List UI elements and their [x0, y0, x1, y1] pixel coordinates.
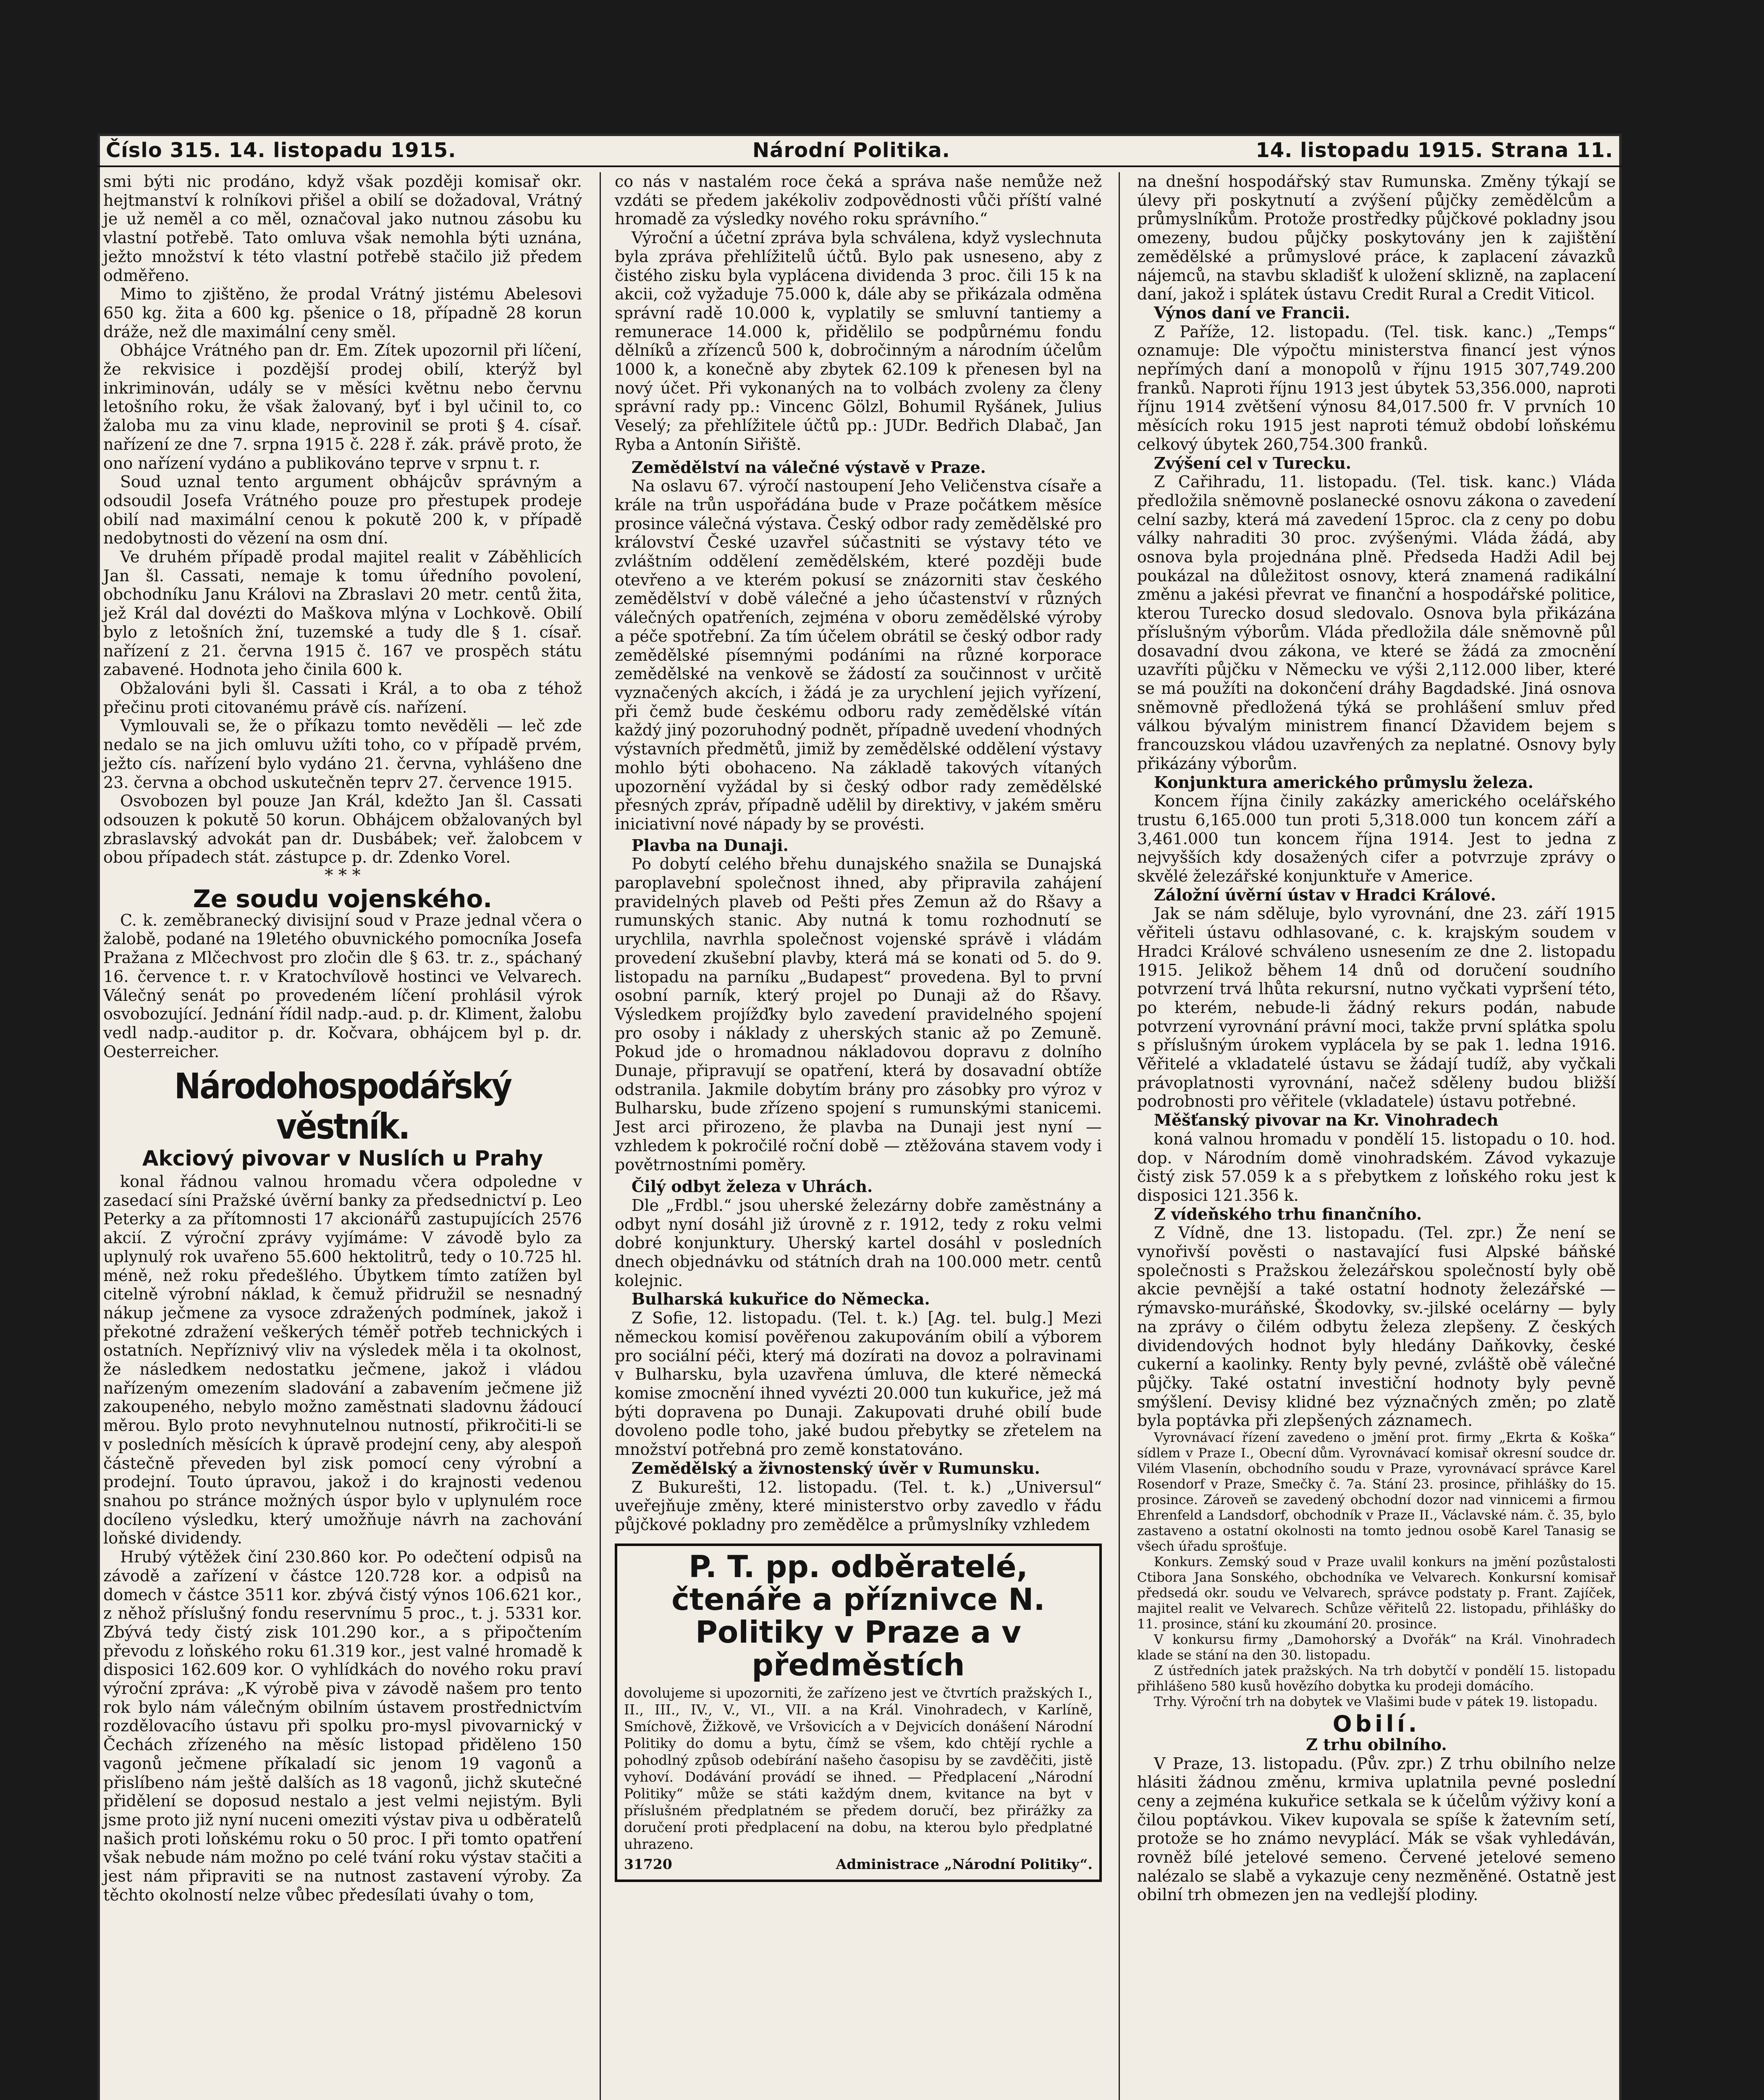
- subheading-konjunktura: Konjunktura amerického průmyslu železa.: [1154, 772, 1533, 792]
- headline-akciovy-pivovar: Akciový pivovar v Nuslích u Prahy: [142, 1146, 543, 1171]
- notice-paragraph: V konkursu firmy „Damohorský a Dvořák“ na Král. Vinohradech klade se stání na den 30. listopadu.: [1137, 1632, 1616, 1663]
- paragraph: Hrubý výtěžek činí 230.860 kor. Po odečtení odpisů na závodě a zařízení v částce 120.728 kor. a odpisů na domech v částce 3511 kor. zbývá čistý výnos 106.621 kor., z něhož příslušný fondu reservnímu 5 proc., t. j. 5331 kor. Zbývá tedy čistý zisk 101.290 kor., a s připočtením převodu z loňského roku 61.319 kor., jest valné hromadě k disposici 162.609 kor. O vyhlídkách do nového roku praví výroční zpráva: „K výrobě piva v závodě našem pro tento rok bylo nám válečným obilním ústavem prostřednictvím rozdělovacího ústavu při spolku pro-mysl pivovarnický v Čechách zřízeného na měsíc listopad přiděleno 150 vagonů ječmene příkaladí sic jenom 19 vagonů a přislíbeno nám ještě dalších as 18 vagonů, jichž skutečné přidělení se doposud nestalo a jest velmi nejistým. Byli jsme proto již nyní nuceni omeziti výstav piva u odběratelů našich proti loňskému roku o 50 proc. I při tomto opatření však nebude nám možno po celé tvání roku výstav stačiti a jest nám připraviti se na nutnost zastavení výroby. Za těchto okolností nelze vůbec předesílati úvahy o tom,: [103, 1548, 582, 1904]
- paragraph: Osvobozen byl pouze Jan Král, kdežto Jan šl. Cassati odsouzen k pokutě 50 korun. Obhájcem obžalovaných byl zbraslavský advokát pan dr. Dusbábek; veř. žalobcem v obou případech stát. zástupce p. dr. Zdenko Vorel.: [103, 792, 582, 867]
- advertisement-footer: [624, 1855, 1093, 1874]
- advertisement-box: [615, 1544, 1102, 1882]
- paragraph: Obžalováni byli šl. Cassati i Král, a to oba z téhož přečinu proti citovanému právě cís. nařízení.: [103, 679, 582, 717]
- subheading-plavba: Plavba na Dunaji.: [632, 835, 789, 855]
- notice-paragraph: Z ústředních jatek pražských. Na trh dobytčí v pondělí 15. listopadu přihlášeno 580 kusů hovězího dobytka ku prodeji domácího.: [1137, 1663, 1616, 1694]
- paragraph: smi býti nic prodáno, když však později komisař okr. hejtmanství k rolníkovi přišel a obilí se dožadoval, Vrátný je už neměl a co měl, označoval jako nutnou zásobu ku vlastní potřebě. Tato omluva však nemohla býti uznána, ježto množství k této vlastní potřebě stačilo již předem odměřeno.: [103, 172, 582, 285]
- subheading-zelezo: Čilý odbyt železa v Uhrách.: [632, 1177, 873, 1196]
- paragraph: Z Vídně, dne 13. listopadu. (Tel. zpr.) Že není se vynořivší pověsti o nastavající fusi Alpské báňské společnosti s Pražskou železářskou společností byly obě akcie pevnější a také ostatní hodnoty železářské — rýmavsko-muráňské, Škodovky, sv.-jilské ocelárny — byly na zprávy o čilém odbytu železa zlepšeny. Z českých dividendových hodnot byly hledány Daňkovky, české cukerní a kaolinky. Renty byly pevné, zvláště obě válečné půjčky. Také ostatní investiční hodnoty byly pevně smýšlení. Devisy klidné bez význačných změn; po zlatě byla poptávka při zlepšených záznamech.: [1137, 1223, 1616, 1430]
- subheading-mestansky-pivovar: Měšťanský pivovar na Kr. Vinohradech: [1154, 1110, 1499, 1130]
- advertisement-body: dovolujeme si upozorniti, že zařízeno jest ve čtvrtích pražských I., II., III., IV., V., VI., VII. a na Král. Vinohradech, v Karlíně, Smíchově, Žižkově, ve Vršovicích a v Dejvicích donášení Národní Politiky do domu a bytu, čímž se všem, kdo chtějí rychle a pohodlný způsob odebírání našeho časopisu by se zavděčiti, jistě vyhoví. Dodávání provádí se ihned. — Předplacení „Národní Politiky“ může se státi každým dnem, kvitance na byt v příslušném předplatném se předem doručí, bez přirážky za doručení proti předplacení na dobu, na kterou bylo předplatné uhrazeno.: [624, 1684, 1093, 1852]
- paragraph: Mimo to zjištěno, že prodal Vrátný jistému Abelesovi 650 kg. žita a 600 kg. pšenice o 18, případně 28 korun dráže, než dle maximální ceny směl.: [103, 285, 582, 341]
- advertisement-code: 31720: [624, 1856, 672, 1872]
- paragraph: konal řádnou valnou hromadu včera odpoledne v zasedací síni Pražské úvěrní banky za předsednictví p. Leo Peterky a za přítomnosti 17 akcionářů zastupujících 2576 akcií. Z výroční zprávy vyjímáme: V závodě bylo za uplynulý rok uvařeno 55.600 hektolitrů, tedy o 10.725 hl. méně, než roku předešlého. Úbytkem tímto zatížen byl citelně výrobní náklad, k čemuž přidružil se nesnadný nákup ječmene za vysoce zdražených podmínek, jakož i překotné zdražení veškerých téměř potřeb technických i ostatních. Nepříznivý vliv na výsledek měla i ta okolnost, že následkem nedostatku ječmene, jakož i vládou nařízeným omezením sladování a zabavením ječmene již zakoupeného, nebylo možno zaměstnati sladovnu žádoucí měrou. Bylo proto nevyhnutelnou nutností, přikročiti-li se v posledních měsících k úpravě prodejní ceny, aby alespoň částečně převeden byl zisk pomocí ceny výrobní a prodejní. Touto úpravou, jakož i do krajnosti vedenou snahou po stránce možných úspor bylo v uplynulém roce docíleno výsledku, který umožňuje návrh na zachování loňské dividendy.: [103, 1172, 582, 1548]
- paragraph: Na oslavu 67. výročí nastoupení Jeho Veličenstva císaře a krále na trůn uspořádána bude v Praze počátkem měsíce prosince válečná výstava. Český odbor rady zemědělské pro království České uzavřel súčastniti se výstavy této ve zvláštním oddělení zemědělském, které později bude otevřeno a ve kterém pokusí se znázorniti stav českého zemědělství v době válečné a jeho účastenství v různých válečných opatřeních, zejména v oboru zemědělské výroby a péče spotřební. Za tím účelem obrátil se český odbor rady zemědělské písemnými podáními na různé korporace zemědělské na venkově se žádostí za součinnost v určitě vyznačených akcích, i žádá je za urychlení jejich vyřízení, při čemž bude českému odboru rady zemědělské vítán každý jiný pozoruhodný podnět, případně uvedení vhodných výstavních předmětů, jimiž by zemědělské oddělení výstavy mohlo býti obohaceno. Na základě takových vítaných upozornění vyžádal by si český odbor rady zemědělské přesných zpráv, případně udělil by direktivy, v jakém směru iniciativní nové nápady by se provésti.: [615, 477, 1102, 833]
- subheading-turecko: Zvýšení cel v Turecku.: [1154, 453, 1351, 472]
- header-issue: Číslo 315. 14. listopadu 1915.: [106, 139, 456, 162]
- paragraph: na dnešní hospodářský stav Rumunska. Změny týkají se úlevy při poskytnutí a zvýšení půjčky zemědělcům a průmyslníkům. Protože prostředky půjčkové pokladny jsou omezeny, budou půjčky poskytovány jen k zajištění zemědělské a průmyslové práce, k zaplacení závazků nájemců, na stavbu skladišť k uložení sklizně, na zaplacení daní, jakož i splátek ústavu Credit Rural a Credit Viticol.: [1137, 172, 1616, 304]
- paragraph: C. k. zeměbranecký divisijní soud v Praze jednal včera o žalobě, podané na 19letého obuvnického pomocníka Josefa Pražana z Mlčechvost pro zločin dle § 63. tr. z., spáchaný 16. července t. r. v Kratochvílově hostinci ve Velvarech. Válečný senát po provedeném líčení prohlásil výrok osvobozující. Jednání řídil nadp.-aud. p. dr. Kliment, žalobu vedl nadp.-auditor p. dr. Kočvara, obhájcem byl p. dr. Oesterreicher.: [103, 911, 582, 1061]
- paragraph: Vymlouvali se, že o příkazu tomto nevěděli — leč zde nedalo se na jich omluvu užíti toho, co v případě prvém, ježto cís. nařízení bylo vydáno 21. června, vyhlášeno dne 23. června a obchod uskutečněn teprv 27. července 1915.: [103, 717, 582, 792]
- section-separator: * * *: [325, 866, 361, 885]
- section-heading-obili: Obilí.: [1332, 1711, 1421, 1738]
- subheading-rumunsko: Zemědělský a živnostenský úvěr v Rumunsku.: [632, 1458, 1040, 1478]
- paragraph: Jak se nám sděluje, bylo vyrovnání, dne 23. září 1915 věřiteli ústavu odhlasované, c. k. krajským soudem v Hradci Králové schváleno usnesením ze dne 2. listopadu 1915. Jelikož během 14 dnů od doručení soudního potvrzení trvá lhůta rekursní, nutno vyčkati vypršení této, po kterém, nebude-li žádný rekurs podán, nabude potvrzení vyrovnání právní moci, takže první splátka spolu s příslušným úrokem vyplácela by se pak 1. ledna 1916. Věřitelé a vkladatelé ústavu se žádají tudíž, aby vyčkali právoplatnosti vyrovnání, načež sděleny budou bližší podrobnosti pro věřitele (vkladatele) ústavu potřebné.: [1137, 904, 1616, 1111]
- subheading-kukurice: Bulharská kukuřice do Německa.: [632, 1289, 930, 1309]
- paragraph: Z Paříže, 12. listopadu. (Tel. tisk. kanc.) „Temps“ oznamuje: Dle výpočtu ministerstva financí jest výnos nepřímých daní a monopolů v říjnu 1915 307,749.200 franků. Naproti říjnu 1913 jest úbytek 53,356.000, naproti říjnu 1914 zvětšení výnosu 84,017.500 fr. V prvních 10 měsících roku 1915 jest naproti témuž období loňskému celkový úbytek 260,754.300 franků.: [1137, 322, 1616, 454]
- paragraph: Z Sofie, 12. listopadu. (Tel. t. k.) [Ag. tel. bulg.] Mezi německou komisí pověřenou zakupováním obilí a výborem pro sociální péči, který má dozírati na dovoz a polravinami v Bulharsku, byla uzavřena úmluva, dle které německá komise zmocnění ihned vyvézti 20.000 tun kukuřice, jež má býti dopravena po Dunaji. Zakupovati druhé obilí bude dovoleno podle toho, jaké budou přebytky se zřetelem na množství potřebná pro země konstatováno.: [615, 1309, 1102, 1459]
- page-header: [97, 134, 1622, 167]
- paragraph: Výroční a účetní zpráva byla schválena, když vyslechnuta byla zpráva přehlížitelů účtů. Bylo pak usneseno, aby z čistého zisku byla vyplácena dividenda 3 proc. čili 15 k na akcii, což vyžaduje 75.000 k, dále aby se přikázala odměna správní radě 10.000 k, vyplatily se smluvní tantiemy a remunerace 14.000 k, přidělilo se podpůrnému fondu dělníků a zřízenců 500 k, dobročinným a národním účelům 1000 k, a konečně aby zbytek 62.109 k přenesen byl na nový účet. Při vykonaných na to volbách zvoleny za členy správní rady pp.: Vincenc Gölzl, Bohumil Ryšánek, Julius Veselý; za přehlížitele účtů pp.: JUDr. Bedřich Dlabač, Jan Ryba a Antonín Siřiště.: [615, 228, 1102, 454]
- advertisement-headline: P. T. pp. odběratelé, čtenáře a příznivce N. Politiky v Praze a v předměstích: [671, 1549, 1045, 1683]
- header-page-number: 14. listopadu 1915. Strana 11.: [1256, 139, 1613, 162]
- paragraph: Obhájce Vrátného pan dr. Em. Zítek upozornil při líčení, že rekvisice i pozdější prodej obilí, kterýž byl inkriminován, udály se v měsíci květnu nebo červnu letošního roku, že však žalovaný, byť i byl učinil to, co žaloba mu za vinu klade, neprovinil se proti § 4. císař. nařízení ze dne 7. srpna 1915 č. 228 ř. zák. právě proto, že ono nařízení vydáno a publikováno teprve v srpnu t. r.: [103, 341, 582, 472]
- column-divider: [600, 172, 601, 2100]
- subheading-vynos-dani: Výnos daní ve Francii.: [1154, 303, 1350, 322]
- notice-paragraph: Vyrovnávací řízení zavedeno o jmění prot. firmy „Ekrta & Koška“ sídlem v Praze I., Obecní dům. Vyrovnávací komisař okresní soudce dr. Vilém Vlasenín, obchodního soudu v Praze, vyrovnávací správce Karel Rosendorf v Praze, Smečky č. 7a. Stání 23. prosince, přihlášky do 15. prosince. Zároveň se zavedený obchodní dozor nad vinnicemi a firmou Ehrenfeld a Landsdorf, obchodník v Praze II., Václavské nám. č. 35, bylo zastaveno a ostatní okolnosti na tomto jednou osobě Karel Tanasig se všech úřadu sprošťuje.: [1137, 1430, 1616, 1554]
- paragraph: Po dobytí celého břehu dunajského snažila se Dunajská paroplavební společnost ihned, aby připravila zahájení pravidelných plaveb od Pešti přes Zemun až do Ršavy a rumunských stanic. Aby nutná k tomu rozhodnutí se urychlila, navrhla společnost vojenské správě i vládám provedení zkušební plavby, která má se konati od 5. do 9. listopadu na parníku „Budapest“ provedena. Byl to první osobní parník, který projel po Dunaji až do Ršavy. Výsledkem projížďky bylo zavedení pravidelného spojení pro osoby i náklady z uherských stanic až po Zemuně. Pokud jde o hromadnou nákladovou dopravu z dolního Dunaje, připravují se opatření, která by dosavadní obtíže odstranila. Jakmile dobytím brány pro zásobky pro výroz v Bulharsku, bude zřízeno spojení s rumunskými stanicemi. Jest arci přirozeno, že plavba na Dunaji jest nyní — vzhledem k pokročilé roční době — ztěžována stavem vody i povětrnostními poměry.: [615, 855, 1102, 1174]
- notice-paragraph: Konkurs. Zemský soud v Praze uvalil konkurs na jmění pozůstalosti Ctibora Jana Sonského, obchodníka ve Velvarech. Konkursní komisař předsedá okr. soudu ve Velvarech, správce podstaty p. Frant. Zajíček, majitel realit ve Velvarech. Schůze věřitelů 22. listopadu, přihlášky do 11. prosince, stání ku zkoumání 20. prosince.: [1137, 1554, 1616, 1632]
- newspaper-page: [97, 134, 1622, 2100]
- paragraph: Soud uznal tento argument obhájcův správným a odsoudil Josefa Vrátného pouze pro přestupek prodeje obilí nad maximální cenou k pokutě 200 k, v případě nedobytnosti do vězení na osm dní.: [103, 472, 582, 548]
- header-masthead: Národní Politika.: [752, 139, 950, 162]
- paragraph: Z Bukurešti, 12. listopadu. (Tel. t. k.) „Universul“ uveřejňuje změny, které ministerstvo orby zavedlo v řádu půjčkové pokladny pro zemědělce a průmyslníky vzhledem: [615, 1478, 1102, 1534]
- paragraph: Dle „Frdbl.“ jsou uherské železárny dobře zaměstnány a odbyt nyní dosáhl již úrovně z r. 1912, tedy z roku velmi dobré konjunktury. Uherský kartel dosáhl v posledních dnech objednávku od státních drah na 100.000 metr. centů kolejnic.: [615, 1196, 1102, 1290]
- column-divider: [1119, 172, 1120, 2100]
- paragraph: V Praze, 13. listopadu. (Pův. zpr.) Z trhu obilního nelze hlásiti žádnou změnu, krmiva uplatnila pevné poslední ceny a zejména kukuřice setkala se k účelům výživy koní a čilou poptávkou. Vikev kupovala se spíše k žatevním setí, protože se ho známo nevyplácí. Mák se však vyhledáván, rovněž bílé jetelové semeno. Červené jetelové semeno nalézalo se slabě a vykazuje ceny nezměněné. Ostatně jest obilní trh obmezen jen na vedlejší plodiny.: [1137, 1754, 1616, 1904]
- column-3: [1137, 172, 1616, 1904]
- notice-paragraph: Trhy. Výroční trh na dobytek ve Vlašimi bude v pátek 19. listopadu.: [1154, 1694, 1598, 1710]
- paragraph: Koncem října činily zakázky amerického ocelářského trustu 6,165.000 tun proti 5,318.000 tun koncem září a 3,461.000 tun koncem října 1914. Jest to jedna z nejvyšších kdy dosažených cifer a potvrzuje zprávy o skvělé železářské konjunktuře v Americe.: [1137, 792, 1616, 886]
- subheading-zemedelstvi: Zemědělství na válečné výstavě v Praze.: [632, 457, 986, 477]
- paragraph: co nás v nastalém roce čeká a správa naše nemůže než vzdáti se předem jakékoliv zodpovědnosti vůči příští valné hromadě za výsledky nového roku správního.“: [615, 172, 1102, 228]
- subheading-zalozni-ustav: Záložní úvěrní ústav v Hradci Králové.: [1154, 885, 1496, 904]
- column-1: [103, 172, 582, 1904]
- subheading-vidensky-trh: Z vídeňského trhu finančního.: [1154, 1204, 1422, 1223]
- column-2: [615, 172, 1102, 1882]
- subheading-trh-obilni: Z trhu obilního.: [1306, 1735, 1447, 1754]
- headline-soud-vojensky: Ze soudu vojenského.: [193, 885, 493, 914]
- paragraph: Z Cařihradu, 11. listopadu. (Tel. tisk. kanc.) Vláda předložila sněmovně poslanecké osnovu zákona o zavedení celní sazby, která má zavedení 15proc. cla z ceny po dobu války nahraditi 30 proc. zvýšenými. Vláda žádá, aby osnova byla projednána plně. Předseda Hadži Adil bej poukázal na důležitost osnovy, která znamená radikální změnu a jakési převrat ve finanční a hospodářské politice, kterou Turecko dosud sledovalo. Osnova byla přikázána příslušným výborům. Vláda předložila dále sněmovně půl dosavadní dvou zákona, ve které se žádá za zmocnění uzavříti půjčku v Německu ve výši 2,112.000 liber, které se má použíti na dokončení dráhy Bagdadské. Jiná osnova sněmovně předložená týká se prohlášení smluv před válkou bývalým ministrem financí Džavidem bejem s francouzskou vládou uzavřených za neplatné. Osnovy byly přikázány výborům.: [1137, 472, 1616, 773]
- paragraph: Ve druhém případě prodal majitel realit v Záběhlicích Jan šl. Cassati, nemaje k tomu úředního povolení, obchodníku Janu Královi na Zbraslavi 20 metr. centů žita, jež Král dal dovézti do Maškova mlýna v Lochkově. Obilí bylo z letošních žní, tuzemské a tudy dle § 1. císař. nařízení z 21. června 1915 č. 167 ve prospěch státu zabavené. Hodnota jeho činila 600 k.: [103, 548, 582, 679]
- advertisement-signature: Administrace „Národní Politiky“.: [836, 1856, 1093, 1872]
- paragraph: koná valnou hromadu v pondělí 15. listopadu o 10. hod. dop. v Národním domě vinohradském. Závod vykazuje čistý zisk 57.059 k a s přebytkem z loňského roku jest k disposici 121.356 k.: [1137, 1129, 1616, 1205]
- section-title-narodohospodarsky-vestnik: Národohospodářský věstník.: [174, 1066, 511, 1147]
